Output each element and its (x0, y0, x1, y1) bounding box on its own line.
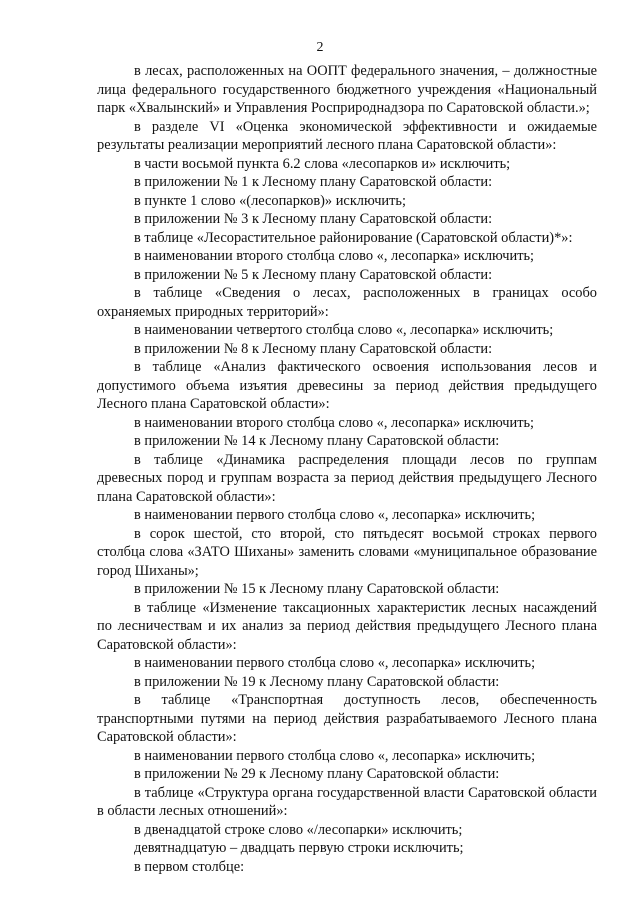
paragraph: в приложении № 15 к Лесному плану Саратовской области: (134, 581, 500, 597)
paragraph: в приложении № 14 к Лесному плану Саратовской области: (134, 433, 500, 449)
document-body (97, 62, 597, 876)
paragraph: в наименовании первого столбца слово «, лесопарка» исключить; (134, 655, 536, 671)
paragraph: девятнадцатую – двадцать первую строки исключить; (134, 840, 464, 856)
paragraph: в наименовании второго столбца слово «, лесопарка» исключить; (134, 248, 535, 264)
paragraph: в таблице «Изменение таксационных характеристик лесных насаждений по лесничествам и их анализ за период действия предыдущего Лесного плана Саратовской области»: (97, 599, 597, 653)
paragraph: в таблице «Транспортная доступность лесов, обеспеченность транспортными путями на период действия разрабатываемого Лесного плана Саратовской области»: (97, 692, 597, 745)
paragraph: в приложении № 8 к Лесному плану Саратовской области: (134, 340, 493, 357)
paragraph: в пункте 1 слово «(лесопарков)» исключить; (134, 192, 406, 209)
paragraph: в таблице «Динамика распределения площади лесов по группам древесных пород и группам возраста за период действия предыдущего Лесного плана Саратовской области»: (97, 451, 597, 505)
paragraph: в приложении № 3 к Лесному плану Саратовской области: (134, 211, 493, 227)
paragraph: в наименовании первого столбца слово «, лесопарка» исключить; (134, 747, 536, 764)
paragraph: в сорок шестой, сто второй, сто пятьдесят восьмой строках первого столбца слова «ЗАТО Шиханы» заменить словами «муниципальное образование город Шиханы»; (97, 525, 597, 579)
paragraph: в наименовании первого столбца слово «, лесопарка» исключить; (134, 507, 536, 523)
paragraph: в таблице «Сведения о лесах, расположенных в границах особо охраняемых природных территорий»: (97, 285, 597, 320)
paragraph: в наименовании четвертого столбца слово «, лесопарка» исключить; (134, 322, 554, 338)
paragraph: в таблице «Структура органа государственной власти Саратовской области в области лесных отношений»: (97, 784, 597, 819)
paragraph: в двенадцатой строке слово «/лесопарки» исключить; (134, 821, 463, 838)
paragraph: в таблице «Лесорастительное районирование (Саратовской области)*»: (134, 229, 573, 246)
paragraph: в приложении № 19 к Лесному плану Саратовской области: (134, 673, 500, 690)
paragraph: в разделе VI «Оценка экономической эффективности и ожидаемые результаты реализации мероприятий лесного плана Саратовской области»: (97, 118, 597, 153)
paragraph: в приложении № 5 к Лесному плану Саратовской области: (134, 266, 493, 283)
paragraph: в наименовании второго столбца слово «, лесопарка» исключить; (134, 414, 535, 431)
paragraph: в первом столбце: (134, 858, 245, 875)
paragraph: в части восьмой пункта 6.2 слова «лесопарков и» исключить; (134, 155, 511, 172)
paragraph: в таблице «Анализ фактического освоения использования лесов и допустимого объема изъятия древесины за период действия предыдущего Лесного плана Саратовской области»: (97, 359, 597, 412)
paragraph: в лесах, расположенных на ООПТ федерального значения, – должностные лица федерального государственного бюджетного учреждения «Национальный парк «Хвалынский» и Управления Росприроднадзора по Саратовской области.»; (97, 63, 597, 116)
paragraph: в приложении № 29 к Лесному плану Саратовской области: (134, 766, 500, 782)
page-number: 2 (316, 40, 324, 55)
paragraph: в приложении № 1 к Лесному плану Саратовской области: (134, 174, 493, 190)
